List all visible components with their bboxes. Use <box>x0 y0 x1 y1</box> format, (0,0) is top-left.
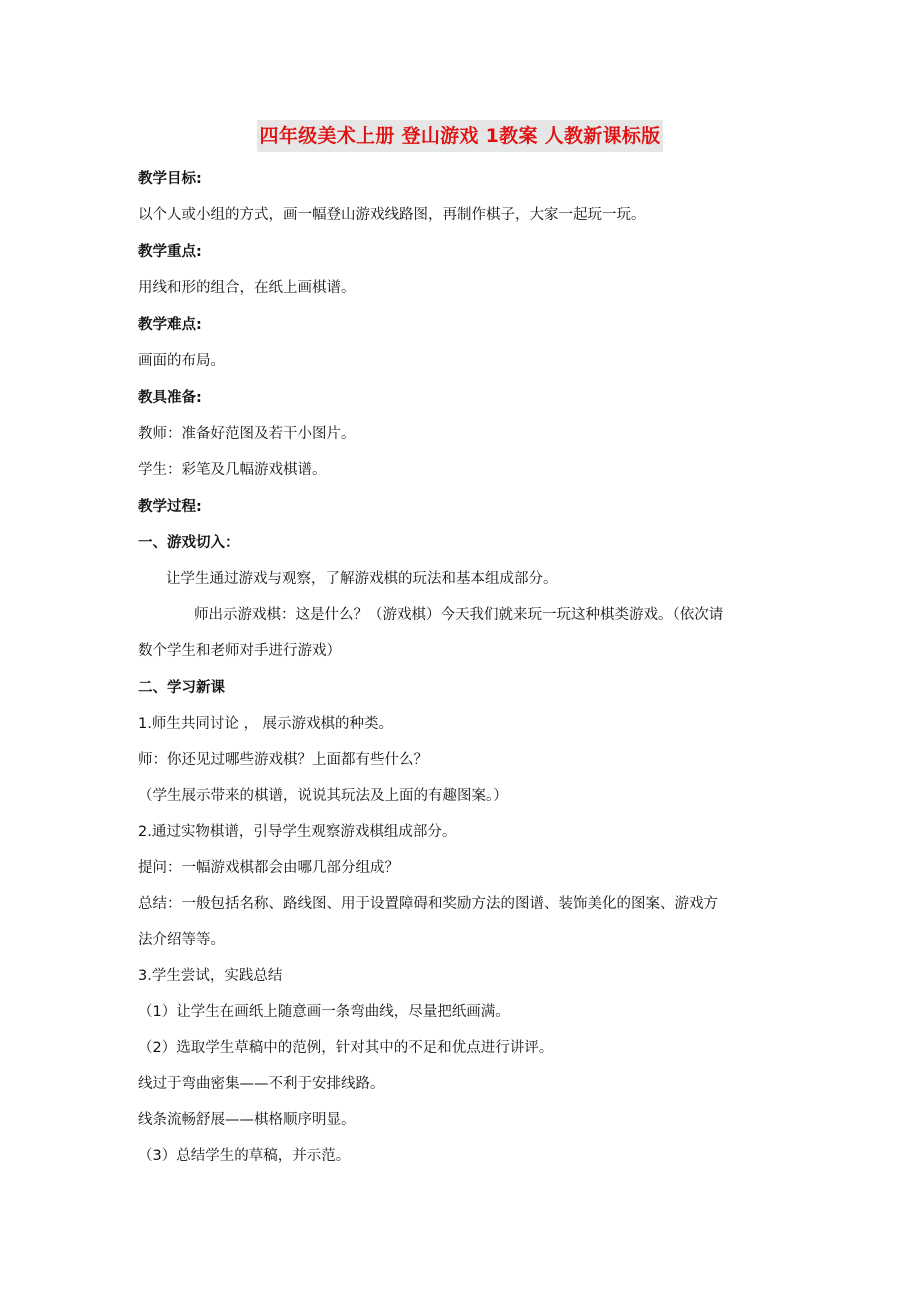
difficulty-text: 画面的布局。 <box>138 353 225 369</box>
prep-teacher: 教师：准备好范图及若干小图片。 <box>138 426 356 442</box>
process-heading: 教学过程: <box>138 499 202 515</box>
part1-line2: 师出示游戏棋：这是什么？（游戏棋）今天我们就来玩一玩这种棋类游戏。（依次请 <box>194 607 724 623</box>
item2-summary-line1: 总结：一般包括名称、路线图、用于设置障碍和奖励方法的图谱、装饰美化的图案、游戏方 <box>138 896 718 912</box>
goal-heading: 教学目标: <box>138 171 202 187</box>
item3-note1: 线过于弯曲密集——不利于安排线路。 <box>138 1076 385 1092</box>
difficulty-heading: 教学难点: <box>138 317 202 333</box>
item3: 3.学生尝试，实践总结 <box>138 968 283 984</box>
document-title: 四年级美术上册 登山游戏 1教案 人教新课标版 <box>257 120 664 152</box>
goal-text: 以个人或小组的方式，画一幅登山游戏线路图，再制作棋子，大家一起玩一玩。 <box>138 207 646 223</box>
prep-heading: 教具准备: <box>138 390 202 406</box>
prep-student: 学生：彩笔及几幅游戏棋谱。 <box>138 462 327 478</box>
title-container <box>0 120 920 152</box>
item3-step1: （1）让学生在画纸上随意画一条弯曲线，尽量把纸画满。 <box>138 1004 510 1020</box>
item1-note: （学生展示带来的棋谱，说说其玩法及上面的有趣图案。） <box>138 788 508 804</box>
item3-step3: （3）总结学生的草稿，并示范。 <box>138 1148 351 1164</box>
item2: 2.通过实物棋谱，引导学生观察游戏棋组成部分。 <box>138 824 457 840</box>
item3-note2: 线条流畅舒展——棋格顺序明显。 <box>138 1112 356 1128</box>
part1-line3: 数个学生和老师对手进行游戏） <box>138 643 341 659</box>
item3-step2: （2）选取学生草稿中的范例，针对其中的不足和优点进行讲评。 <box>138 1040 554 1056</box>
item1-question: 师：你还见过哪些游戏棋？上面都有些什么？ <box>138 752 428 768</box>
item2-question: 提问：一幅游戏棋都会由哪几部分组成？ <box>138 860 399 876</box>
item2-summary-line2: 法介绍等等。 <box>138 932 225 948</box>
focus-heading: 教学重点: <box>138 244 202 260</box>
part2-heading: 二、学习新课 <box>138 680 225 696</box>
item1: 1.师生共同讨论 ， 展示游戏棋的种类。 <box>138 716 394 732</box>
part1-heading: 一、游戏切入： <box>138 535 240 551</box>
part1-line1: 让学生通过游戏与观察，了解游戏棋的玩法和基本组成部分。 <box>166 571 558 587</box>
focus-text: 用线和形的组合，在纸上画棋谱。 <box>138 280 356 296</box>
